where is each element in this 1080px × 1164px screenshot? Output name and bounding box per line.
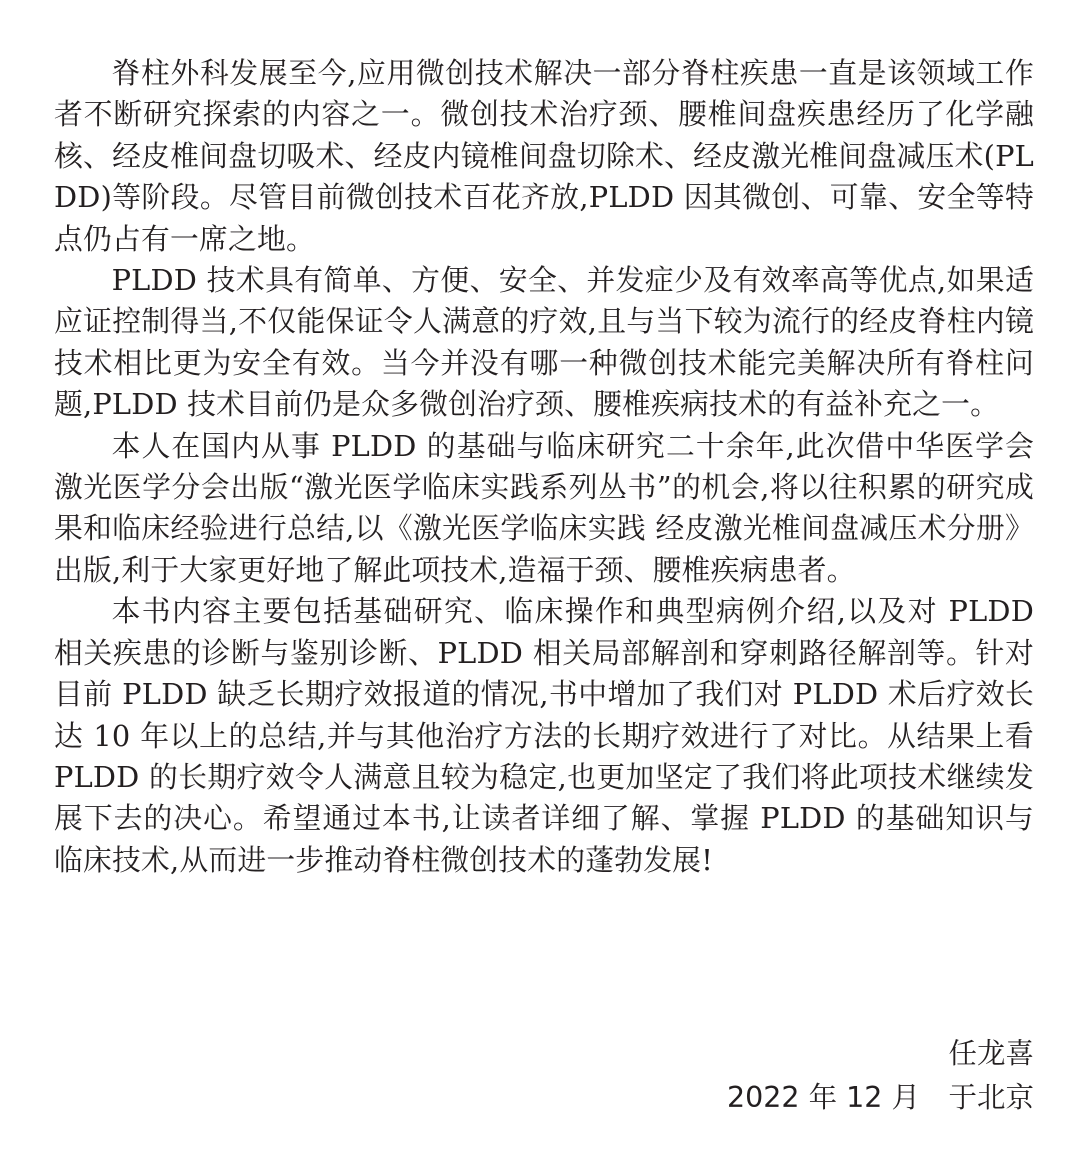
paragraph-4: 本书内容主要包括基础研究、临床操作和典型病例介绍,以及对 PLDD 相关疾患的诊断与鉴别诊断、PLDD 相关局部解剖和穿刺路径解剖等。针对目前 PLDD 缺乏长期疗效报道的情况,书中增加了我们对 PLDD 术后疗效长达 10 年以上的总结,并与其他治疗方法的长期疗效进行了对比。从结果上看 PLDD 的长期疗效令人满意且较为稳定,也更加坚定了我们将此项技术继续发展下去的决心。希望通过本书,让读者详细了解、掌握 PLDD 的基础知识与临床技术,从而进一步推动脊柱微创技术的蓬勃发展! — [54, 594, 1034, 877]
author-name: 任龙喜 — [948, 1037, 1034, 1070]
paragraph-3: 本人在国内从事 PLDD 的基础与临床研究二十余年,此次借中华医学会激光医学分会出版“激光医学临床实践系列丛书”的机会,将以往积累的研究成果和临床经验进行总结,以《激光医学临床实践 经皮激光椎间盘减压术分册》出版,利于大家更好地了解此项技术,造福于颈、腰椎疾病患者。 — [54, 428, 1034, 587]
date-place: 2022 年 12 月 于北京 — [727, 1081, 1034, 1114]
paragraph-2: PLDD 技术具有简单、方便、安全、并发症少及有效率高等优点,如果适应证控制得当,不仅能保证令人满意的疗效,且与当下较为流行的经皮脊柱内镜技术相比更为安全有效。当今并没有哪一种微创技术能完美解决所有脊柱问题,PLDD 技术目前仍是众多微创治疗颈、腰椎疾病技术的有益补充之一。 — [54, 263, 1034, 422]
preface-body — [54, 53, 1034, 881]
paragraph-1: 脊柱外科发展至今,应用微创技术解决一部分脊柱疾患一直是该领域工作者不断研究探索的内容之一。微创技术治疗颈、腰椎间盘疾患经历了化学融核、经皮椎间盘切吸术、经皮内镜椎间盘切除术、经皮激光椎间盘减压术(PLDD)等阶段。尽管目前微创技术百花齐放,PLDD 因其微创、可靠、安全等特点仍占有一席之地。 — [54, 56, 1034, 256]
signature-block — [727, 1032, 1034, 1120]
